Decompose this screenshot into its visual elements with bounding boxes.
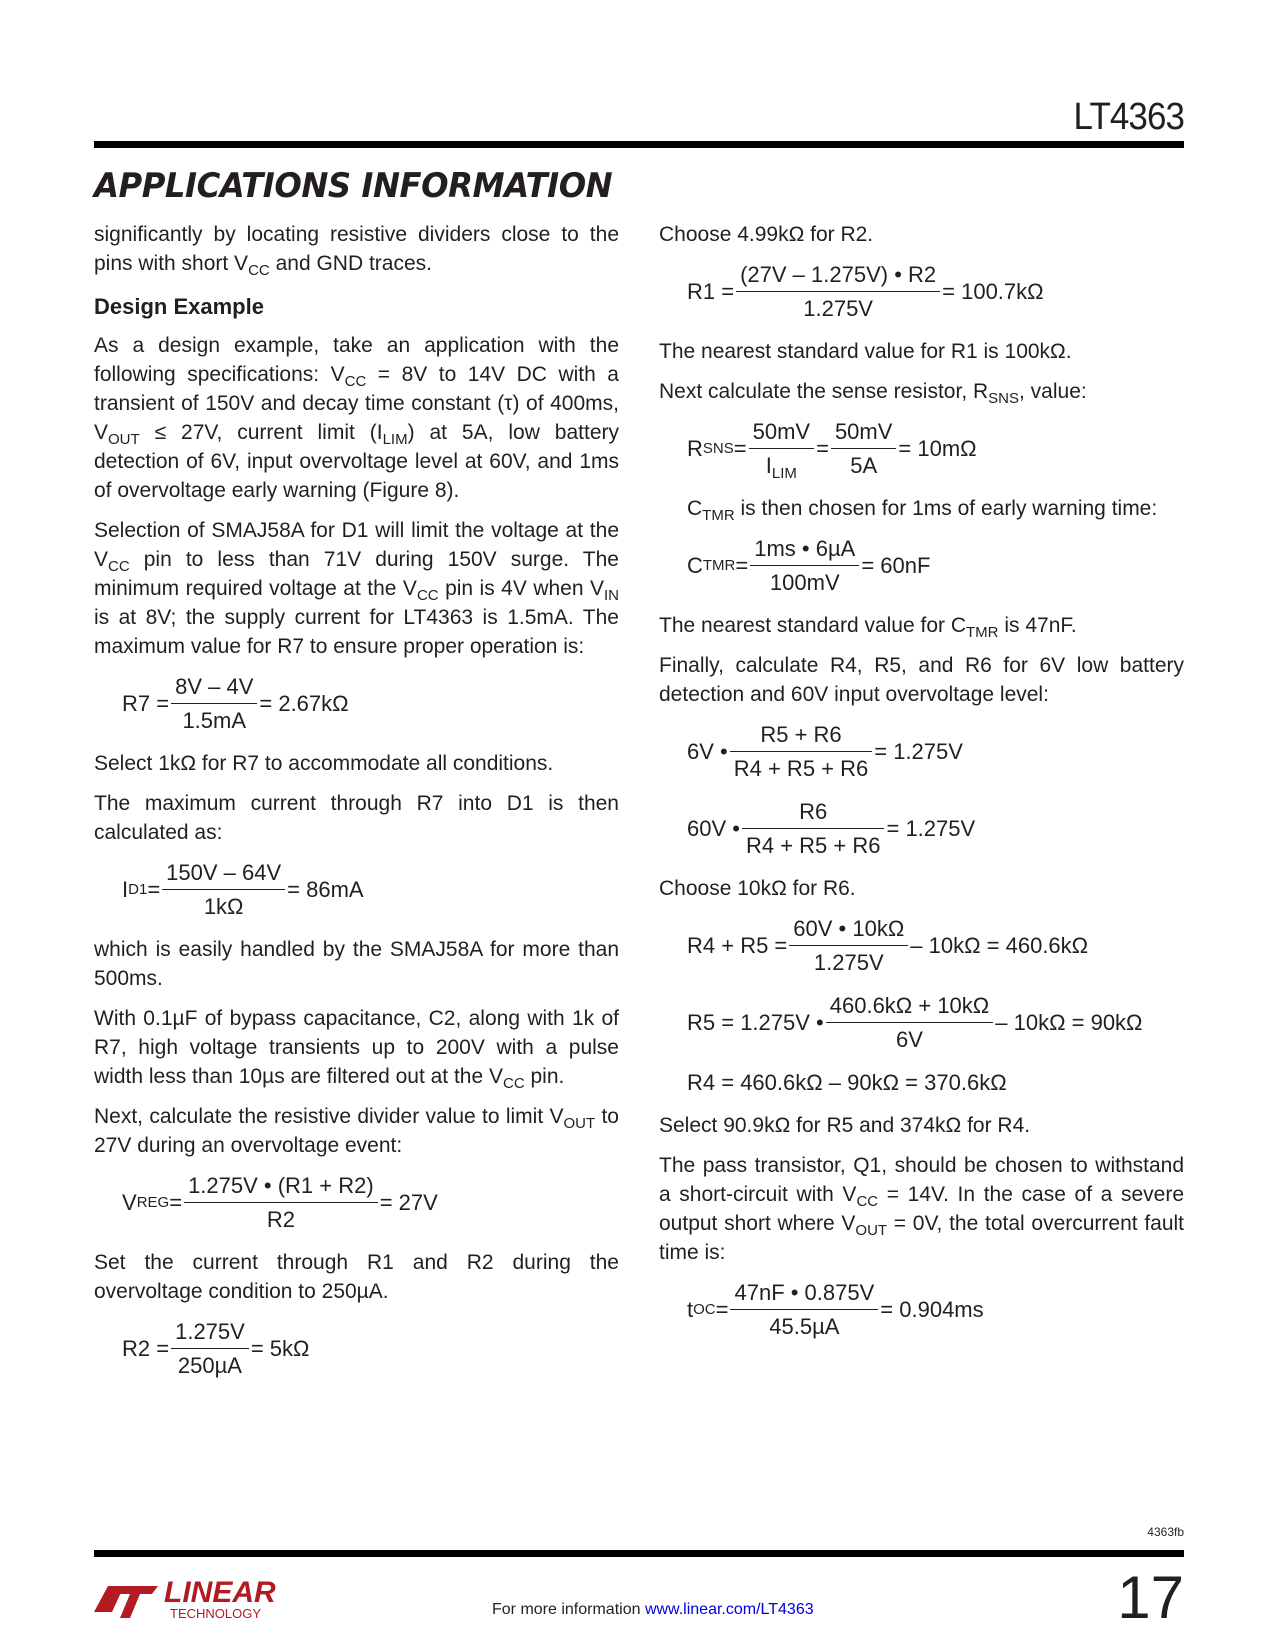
paragraph: Select 90.9kΩ for R5 and 374kΩ for R4. [659,1114,1031,1137]
svg-text:TECHNOLOGY: TECHNOLOGY [170,1606,262,1621]
paragraph: Select 1kΩ for R7 to accommodate all conditions. [94,752,554,775]
equation-rsns: R SNS = $\frac{50mV}{I_{LIM}}$ = $\frac{50mV}{5A}$ = 10mΩ [687,419,977,482]
left-column [94,220,619,1394]
paragraph: With 0.1µF of bypass capacitance, C2, along with 1k of R7, high voltage transients up to 200V with a pulse width less than 10µs are filtered out at the $V_{CC}$ pin. [94,1007,619,1092]
paragraph: Set the current through R1 and R2 during the overvoltage condition to 250µA. [94,1251,619,1303]
paragraph: The nearest standard value for $C_{TMR}$ is 47nF. [659,614,1077,641]
svg-text:LINEAR: LINEAR [164,1576,276,1609]
paragraph: which is easily handled by the SMAJ58A for more than 500ms. [94,938,619,990]
equation-ctmr: C TMR = $\frac{\text{1ms • 6µA}}{100mV}$ = 60nF [687,536,931,595]
paragraph: significantly by locating resistive dividers close to the pins with short $V_{CC}$ and GND traces. [94,223,619,279]
paragraph: Selection of SMAJ58A for D1 will limit the voltage at the $V_{CC}$ pin to less than 71V during 150V surge. The minimum required voltage at the $V_{CC}$ pin is 4V when $V_{IN}$ is at 8V; the supply current for LT4363 is 1.5mA. The maximum value for R7 to ensure proper operation is: [94,519,619,658]
equation-60v: 60V • $\frac{R6}{R4 + R5 + R6}$ = 1.275V [687,799,976,858]
bottom-rule [94,1550,1184,1557]
equation-r1: R1 = $\frac{(27V - 1.275V) • R2}{1.275V}$ = 100.7kΩ [687,262,1044,321]
equation-r45: R4 + R5 = $\frac{60V • 10k\Omega}{1.275V}$ – 10kΩ = 460.6kΩ [687,916,1089,975]
paragraph: The pass transistor, Q1, should be chosen to withstand a short-circuit with $V_{CC} = 14V$. In the case of a severe output short where $V_{OUT} = 0V$, the total overcurrent fault time is: [659,1154,1185,1264]
paragraph: Choose 10kΩ for R6. [659,877,856,900]
equation-6v: 6V • $\frac{R5 + R6}{R4 + R5 + R6}$ = 1.275V [687,722,963,781]
section-title: APPLICATIONS INFORMATION [94,166,613,206]
linear-technology-logo [94,1572,276,1624]
paragraph: Next calculate the sense resistor, $R_{SNS}$, value: [659,380,1087,407]
design-example-heading: Design Example [94,294,264,319]
document-code: 4363fb [1147,1525,1184,1539]
paragraph: The nearest standard value for R1 is 100kΩ. [659,340,1072,363]
page-number: 17 [1117,1564,1184,1631]
equation-r5: R5 = 1.275V • $\frac{460.6k\Omega + 10k\Omega}{6V}$ – 10kΩ = 90kΩ [687,993,1143,1052]
paragraph: The maximum current through R7 into D1 is then calculated as: [94,792,619,844]
paragraph: Finally, calculate R4, R5, and R6 for 6V low battery detection and 60V input overvoltage level: [659,654,1184,706]
footer-info: For more information www.linear.com/LT4363 [492,1601,814,1618]
right-column [659,220,1184,1355]
part-number: LT4363 [1073,96,1184,138]
top-rule [94,141,1184,148]
equation-r2: R2 = $\frac{1.275V}{\text{250µA}}$ = 5kΩ [122,1319,310,1378]
paragraph: As a design example, take an application with the following specifications: $V_{CC} = 8V$ to 14V DC with a transient of 150V and decay time constant (τ) of 400ms, $V_{OUT} \le 27V$, current limit $(I_{LIM})$ at 5A, low battery detection of 6V, input overvoltage level at 60V, and 1ms of overvoltage early warning (Figure 8). [94,334,619,502]
equation-r4: R4 = 460.6kΩ – 90kΩ = 370.6kΩ [687,1070,1007,1095]
paragraph: $C_{TMR}$ is then chosen for 1ms of early warning time: [687,497,1158,524]
equation-toc: t OC = $\frac{47nF • 0.875V}{\text{45.5µA}}$ = 0.904ms [687,1280,984,1339]
equation-id1: I D1 = $\frac{150V - 64V}{1k\Omega}$ = 86mA [122,860,364,919]
website-link[interactable]: www.linear.com/LT4363 [644,1601,814,1618]
paragraph: Choose 4.99kΩ for R2. [659,223,874,246]
equation-vreg: V REG = $\frac{1.275V • (R1 + R2)}{R2}$ = 27V [122,1173,438,1232]
equation-r7: R7 = $\frac{8V - 4V}{1.5mA}$ = 2.67kΩ [122,674,349,733]
paragraph: Next, calculate the resistive divider value to limit $V_{OUT}$ to 27V during an overvoltage event: [94,1105,619,1157]
